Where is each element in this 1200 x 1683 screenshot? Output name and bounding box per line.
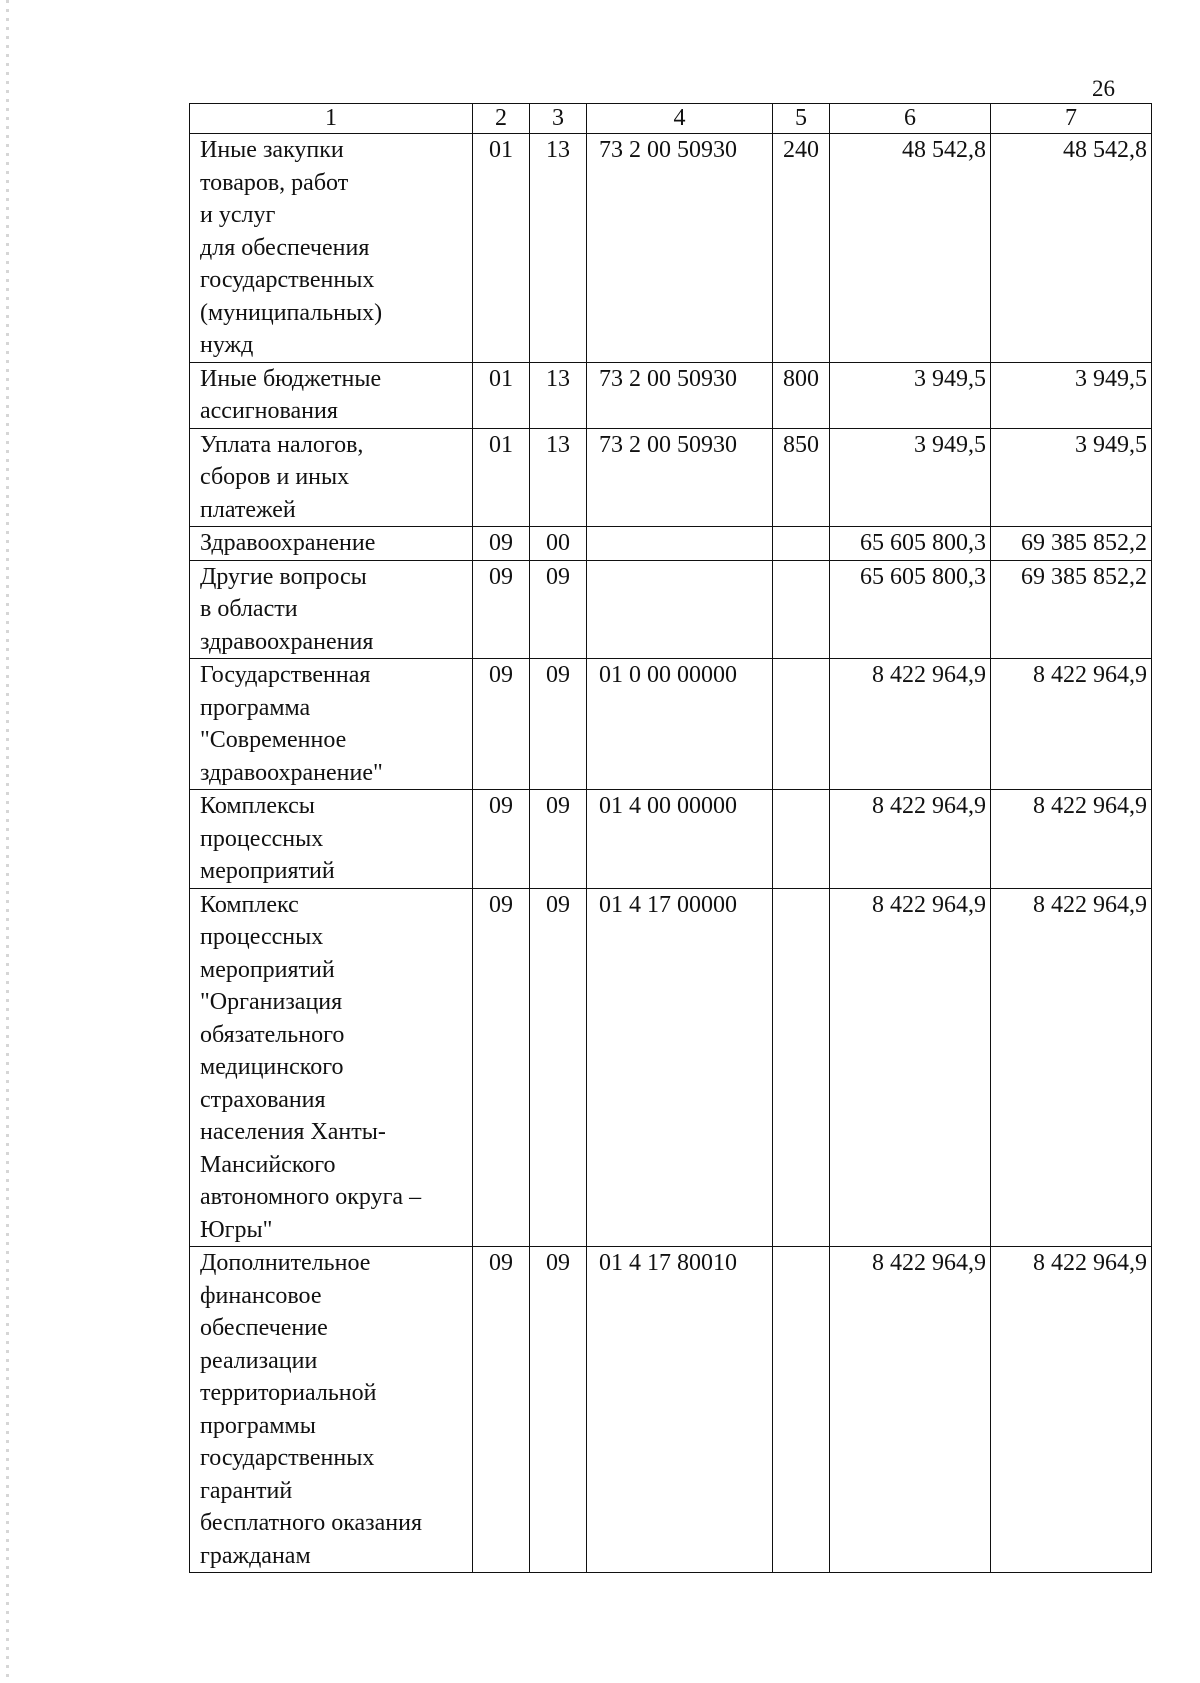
- row-name-line: и услуг: [200, 202, 276, 228]
- row-name-line: обязательного: [200, 1021, 345, 1048]
- header-cell-7: 7: [991, 104, 1152, 134]
- row-name-line: Уплата налогов,: [200, 431, 364, 458]
- amount-year2-cell: 48 542,8: [991, 134, 1152, 363]
- row-name-line: "Современное: [200, 727, 347, 753]
- row-name-line: автономного округа –: [200, 1184, 422, 1210]
- row-name-line: финансовое: [200, 1282, 322, 1309]
- amount-year1-cell: 65 605 800,3: [830, 560, 991, 659]
- row-name-line: населения Ханты-: [200, 1119, 386, 1145]
- row-name-cell: [190, 1247, 473, 1573]
- row-name-line: "Организация: [200, 989, 343, 1015]
- row-name-line: товаров, работ: [200, 169, 349, 196]
- row-name-line: государственных: [200, 1445, 375, 1471]
- section-code-cell: 09: [473, 1247, 530, 1573]
- row-name-line: (муниципальных): [200, 299, 383, 326]
- amount-year2-cell: 69 385 852,2: [991, 527, 1152, 561]
- amount-year2-cell: 8 422 964,9: [991, 659, 1152, 790]
- subsection-code-cell: 09: [530, 790, 587, 889]
- subsection-code-cell: 13: [530, 362, 587, 428]
- row-name-line: Иные бюджетные: [200, 365, 382, 392]
- target-article-cell: [587, 527, 773, 561]
- row-name-cell: [190, 560, 473, 659]
- amount-year2-cell: 8 422 964,9: [991, 790, 1152, 889]
- row-name-line: Югры": [200, 1216, 273, 1243]
- expense-type-cell: [773, 560, 830, 659]
- table-header-row: [190, 104, 1152, 134]
- row-name-line: программа: [200, 694, 311, 721]
- amount-year1-cell: 8 422 964,9: [830, 888, 991, 1247]
- expense-type-cell: [773, 659, 830, 790]
- header-cell-6: 6: [830, 104, 991, 134]
- subsection-code-cell: 09: [530, 659, 587, 790]
- table-row: [190, 134, 1152, 363]
- target-article-cell: 01 4 17 00000: [587, 888, 773, 1247]
- row-name-line: программы: [200, 1412, 316, 1439]
- row-name-line: платежей: [200, 496, 296, 523]
- row-name-line: Здравоохранение: [200, 530, 376, 556]
- row-name-line: Комплекс: [200, 891, 299, 918]
- section-code-cell: 09: [473, 888, 530, 1247]
- row-name-cell: [190, 527, 473, 561]
- row-name-line: Государственная: [200, 662, 371, 688]
- target-article-cell: 01 4 00 00000: [587, 790, 773, 889]
- row-name-cell: [190, 134, 473, 363]
- table-row: [190, 428, 1152, 527]
- row-name-line: нужд: [200, 332, 254, 358]
- row-name-line: сборов и иных: [200, 464, 350, 490]
- amount-year1-cell: 8 422 964,9: [830, 790, 991, 889]
- row-name-cell: [190, 428, 473, 527]
- header-cell-5: 5: [773, 104, 830, 134]
- table-row: [190, 790, 1152, 889]
- header-cell-4: 4: [587, 104, 773, 134]
- row-name-line: Комплексы: [200, 793, 315, 819]
- amount-year1-cell: 8 422 964,9: [830, 1247, 991, 1573]
- header-cell-3: 3: [530, 104, 587, 134]
- row-name-line: для обеспечения: [200, 234, 370, 261]
- expense-type-cell: [773, 1247, 830, 1573]
- row-name-line: мероприятий: [200, 956, 335, 983]
- target-article-cell: 73 2 00 50930: [587, 362, 773, 428]
- section-code-cell: 01: [473, 428, 530, 527]
- table-row: [190, 527, 1152, 561]
- header-cell-1: 1: [190, 104, 473, 134]
- expense-type-cell: 850: [773, 428, 830, 527]
- subsection-code-cell: 13: [530, 134, 587, 363]
- row-name-line: территориальной: [200, 1380, 377, 1406]
- row-name-line: медицинского: [200, 1054, 344, 1080]
- subsection-code-cell: 00: [530, 527, 587, 561]
- target-article-cell: 73 2 00 50930: [587, 134, 773, 363]
- row-name-line: обеспечение: [200, 1315, 328, 1341]
- table-row: [190, 888, 1152, 1247]
- row-name-line: гражданам: [200, 1542, 311, 1569]
- table-row: [190, 659, 1152, 790]
- expense-type-cell: [773, 790, 830, 889]
- row-name-line: ассигнования: [200, 398, 338, 424]
- row-name-line: страхования: [200, 1086, 326, 1113]
- subsection-code-cell: 13: [530, 428, 587, 527]
- target-article-cell: [587, 560, 773, 659]
- row-name-line: процессных: [200, 825, 324, 852]
- scan-edge-artifact: [6, 0, 9, 1683]
- row-name-line: Иные закупки: [200, 137, 344, 163]
- row-name-line: реализации: [200, 1347, 318, 1374]
- amount-year2-cell: 69 385 852,2: [991, 560, 1152, 659]
- section-code-cell: 01: [473, 134, 530, 363]
- amount-year1-cell: 48 542,8: [830, 134, 991, 363]
- expense-type-cell: 800: [773, 362, 830, 428]
- section-code-cell: 09: [473, 790, 530, 889]
- subsection-code-cell: 09: [530, 888, 587, 1247]
- table-row: [190, 362, 1152, 428]
- expense-type-cell: [773, 527, 830, 561]
- subsection-code-cell: 09: [530, 560, 587, 659]
- row-name-line: мероприятий: [200, 858, 335, 884]
- row-name-cell: [190, 362, 473, 428]
- row-name-line: Дополнительное: [200, 1250, 371, 1276]
- amount-year2-cell: 8 422 964,9: [991, 888, 1152, 1247]
- row-name-line: в области: [200, 596, 298, 622]
- target-article-cell: 01 0 00 00000: [587, 659, 773, 790]
- amount-year2-cell: 8 422 964,9: [991, 1247, 1152, 1573]
- row-name-line: гарантий: [200, 1477, 293, 1504]
- section-code-cell: 09: [473, 560, 530, 659]
- row-name-line: Другие вопросы: [200, 563, 367, 590]
- expense-type-cell: 240: [773, 134, 830, 363]
- row-name-line: Мансийского: [200, 1151, 336, 1178]
- amount-year1-cell: 65 605 800,3: [830, 527, 991, 561]
- expense-type-cell: [773, 888, 830, 1247]
- header-cell-2: 2: [473, 104, 530, 134]
- row-name-line: бесплатного оказания: [200, 1510, 423, 1536]
- subsection-code-cell: 09: [530, 1247, 587, 1573]
- row-name-line: процессных: [200, 924, 324, 950]
- section-code-cell: 01: [473, 362, 530, 428]
- row-name-line: здравоохранение": [200, 759, 383, 786]
- row-name-cell: [190, 888, 473, 1247]
- target-article-cell: 73 2 00 50930: [587, 428, 773, 527]
- table-row: [190, 560, 1152, 659]
- amount-year1-cell: 8 422 964,9: [830, 659, 991, 790]
- target-article-cell: 01 4 17 80010: [587, 1247, 773, 1573]
- section-code-cell: 09: [473, 659, 530, 790]
- amount-year2-cell: 3 949,5: [991, 362, 1152, 428]
- section-code-cell: 09: [473, 527, 530, 561]
- amount-year1-cell: 3 949,5: [830, 428, 991, 527]
- row-name-line: здравоохранения: [200, 628, 374, 655]
- table-row: [190, 1247, 1152, 1573]
- row-name-cell: [190, 790, 473, 889]
- row-name-cell: [190, 659, 473, 790]
- amount-year1-cell: 3 949,5: [830, 362, 991, 428]
- budget-table: [189, 103, 1152, 1573]
- page-number: 26: [1092, 76, 1115, 101]
- amount-year2-cell: 3 949,5: [991, 428, 1152, 527]
- row-name-line: государственных: [200, 267, 375, 293]
